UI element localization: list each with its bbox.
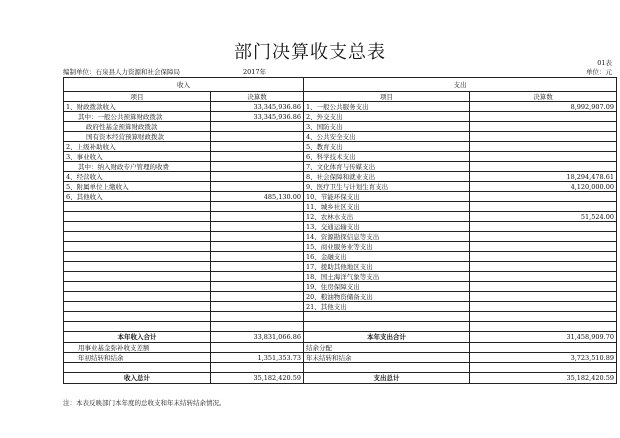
section-header-row — [64, 78, 617, 92]
income-amount-cell — [211, 122, 304, 132]
expense-item-cell: 20、粮油物资储备支出 — [304, 292, 470, 302]
expense-amount-cell — [470, 282, 617, 292]
income-item-cell — [64, 272, 211, 282]
expense-item-cell: 17、援助其他地区支出 — [304, 262, 470, 272]
table-row — [64, 222, 617, 232]
table-row — [64, 292, 617, 302]
table-row — [64, 192, 617, 202]
annual-total-row — [64, 332, 617, 343]
expense-amount-cell — [470, 222, 617, 232]
expense-item-cell: 8、社会保障和就业支出 — [304, 172, 470, 182]
income-amount-cell — [211, 312, 304, 322]
income-amount-cell — [211, 242, 304, 252]
expense-header: 支出 — [304, 78, 617, 92]
income-item-cell — [64, 202, 211, 212]
income-item-cell: 政府性基金预算财政拨款 — [64, 122, 211, 132]
form-number: 01表 — [597, 59, 612, 67]
expense-amount-cell — [470, 192, 617, 202]
expense-amount-cell — [470, 272, 617, 282]
income-amount-cell — [211, 292, 304, 302]
income-item-cell — [64, 282, 211, 292]
income-amount-cell — [211, 302, 304, 312]
report-year: 2017年 — [243, 68, 267, 76]
expense-item-cell: 6、科学技术支出 — [304, 152, 470, 162]
closing-balance-label: 年末结转和结余 — [304, 353, 470, 363]
income-item-cell: 4、经营收入 — [64, 172, 211, 182]
expense-item-cell: 10、节能环保支出 — [304, 192, 470, 202]
income-item-cell — [64, 262, 211, 272]
expense-amount-cell: 8,992,907.09 — [470, 102, 617, 112]
income-amount-cell — [211, 132, 304, 142]
income-total-label: 本年收入合计 — [64, 332, 211, 343]
expense-item-cell: 19、住房保障支出 — [304, 282, 470, 292]
expense-amount-cell: 4,120,000.00 — [470, 182, 617, 192]
expense-amount-cell — [470, 202, 617, 212]
table-row — [64, 272, 617, 282]
expense-item-cell: 4、公共安全支出 — [304, 132, 470, 142]
expense-amount-cell — [470, 142, 617, 152]
expense-amount-cell — [470, 252, 617, 262]
table-row — [64, 102, 617, 112]
income-amount-cell: 33,345,936.86 — [211, 102, 304, 112]
fund-offset-label: 用事业基金弥补收支差额 — [64, 343, 211, 353]
fund-distribution-row — [64, 343, 617, 353]
income-item-cell — [64, 312, 211, 322]
footnote: 注：本表反映部门本年度的总收支和年末结转结余情况。 — [63, 399, 226, 407]
table-row — [64, 252, 617, 262]
income-amount-cell — [211, 262, 304, 272]
income-item-cell: 1、财政拨款收入 — [64, 102, 211, 112]
blank-row — [64, 363, 617, 373]
expense-amount-cell — [470, 312, 617, 322]
currency-unit: 单位：元 — [586, 68, 612, 76]
expense-item-header: 项目 — [304, 92, 470, 102]
expense-item-cell: 13、交通运输支出 — [304, 222, 470, 232]
carryover-row — [64, 353, 617, 363]
income-header: 收入 — [64, 78, 304, 92]
income-item-cell — [64, 212, 211, 222]
income-amount-cell — [211, 162, 304, 172]
expense-item-cell — [304, 312, 470, 322]
expense-item-cell: 12、农林水支出 — [304, 212, 470, 222]
expense-total-value: 31,458,909.70 — [470, 332, 617, 343]
income-item-cell: 2、上级补助收入 — [64, 142, 211, 152]
income-item-cell — [64, 322, 211, 332]
expense-total-label: 本年支出合计 — [304, 332, 470, 343]
income-item-cell — [64, 292, 211, 302]
expense-item-cell: 15、商业服务业等支出 — [304, 242, 470, 252]
table-row — [64, 132, 617, 142]
expense-item-cell: 21、其他支出 — [304, 302, 470, 312]
grand-total-row — [64, 373, 617, 384]
expense-amount-cell — [470, 132, 617, 142]
expense-item-cell: 3、国防支出 — [304, 122, 470, 132]
expense-amount-cell — [470, 122, 617, 132]
table-row — [64, 202, 617, 212]
expense-amount-cell — [470, 292, 617, 302]
income-item-cell — [64, 302, 211, 312]
table-row — [64, 262, 617, 272]
income-grand-total-label: 收入总计 — [64, 373, 211, 384]
table-row — [64, 182, 617, 192]
table-row — [64, 212, 617, 222]
income-amount-cell — [211, 322, 304, 332]
expense-grand-total-label: 支出总计 — [304, 373, 470, 384]
expense-amount-cell — [470, 242, 617, 252]
expense-item-cell: 2、外交支出 — [304, 112, 470, 122]
page-title: 部门决算收支总表 — [234, 42, 386, 63]
table-row — [64, 162, 617, 172]
expense-item-cell: 16、金融支出 — [304, 252, 470, 262]
expense-item-cell: 7、文化体育与传媒支出 — [304, 162, 470, 172]
fund-offset-value — [211, 343, 304, 353]
expense-amount-header: 决算数 — [470, 92, 617, 102]
income-amount-cell — [211, 272, 304, 282]
blank-cell — [64, 363, 211, 373]
income-amount-cell — [211, 222, 304, 232]
income-amount-cell — [211, 182, 304, 192]
table-row — [64, 302, 617, 312]
expense-item-cell: 11、城乡社区支出 — [304, 202, 470, 212]
income-amount-cell — [211, 202, 304, 212]
income-amount-cell — [211, 142, 304, 152]
income-amount-cell — [211, 152, 304, 162]
income-amount-cell: 33,345,936.86 — [211, 112, 304, 122]
income-grand-total-value: 35,182,420.59 — [211, 373, 304, 384]
expense-amount-cell — [470, 112, 617, 122]
expense-amount-cell: 18,294,478.61 — [470, 172, 617, 182]
table-row — [64, 282, 617, 292]
income-amount-cell — [211, 212, 304, 222]
expense-item-cell: 9、医疗卫生与计划生育支出 — [304, 182, 470, 192]
revenue-expenditure-table — [63, 77, 617, 384]
table-row — [64, 232, 617, 242]
expense-item-cell: 14、资源勘探信息等支出 — [304, 232, 470, 242]
expense-amount-cell — [470, 152, 617, 162]
expense-amount-cell — [470, 322, 617, 332]
income-item-cell — [64, 242, 211, 252]
organization-label: 编制单位：石泉县人力资源和社会保障局 — [63, 68, 180, 76]
income-item-cell: 3、事业收入 — [64, 152, 211, 162]
income-amount-cell — [211, 282, 304, 292]
income-amount-header: 决算数 — [211, 92, 304, 102]
column-header-row — [64, 92, 617, 102]
closing-balance-value: 3,723,510.89 — [470, 353, 617, 363]
expense-amount-cell — [470, 162, 617, 172]
blank-cell — [470, 363, 617, 373]
table-row — [64, 322, 617, 332]
expense-item-cell: 18、国土海洋气象等支出 — [304, 272, 470, 282]
report-meta — [0, 67, 620, 76]
table-row — [64, 112, 617, 122]
opening-balance-value: 1,351,353.73 — [211, 353, 304, 363]
surplus-distribution-value — [470, 343, 617, 353]
income-item-cell: 其中：纳入财政专户管理的收费 — [64, 162, 211, 172]
table-row — [64, 172, 617, 182]
table-row — [64, 242, 617, 252]
opening-balance-label: 年初结转和结余 — [64, 353, 211, 363]
expense-item-cell: 1、一般公共服务支出 — [304, 102, 470, 112]
income-amount-cell — [211, 172, 304, 182]
income-item-cell: 5、附属单位上缴收入 — [64, 182, 211, 192]
table-row — [64, 312, 617, 322]
income-amount-cell: 485,130.00 — [211, 192, 304, 202]
expense-grand-total-value: 35,182,420.59 — [470, 373, 617, 384]
income-item-cell: 6、其他收入 — [64, 192, 211, 202]
expense-amount-cell — [470, 232, 617, 242]
income-item-cell — [64, 222, 211, 232]
income-item-cell — [64, 252, 211, 262]
income-item-header: 项目 — [64, 92, 211, 102]
income-amount-cell — [211, 232, 304, 242]
income-item-cell — [64, 232, 211, 242]
table-row — [64, 122, 617, 132]
income-item-cell: 国有资本经营预算财政拨款 — [64, 132, 211, 142]
surplus-distribution-label: 结余分配 — [304, 343, 470, 353]
income-amount-cell — [211, 252, 304, 262]
income-item-cell: 其中：一般公共预算财政拨款 — [64, 112, 211, 122]
blank-cell — [304, 363, 470, 373]
expense-amount-cell — [470, 262, 617, 272]
table-row — [64, 152, 617, 162]
income-total-value: 33,831,066.86 — [211, 332, 304, 343]
table-row — [64, 142, 617, 152]
expense-amount-cell: 51,524.00 — [470, 212, 617, 222]
expense-item-cell: 5、教育支出 — [304, 142, 470, 152]
expense-item-cell — [304, 322, 470, 332]
expense-amount-cell — [470, 302, 617, 312]
blank-cell — [211, 363, 304, 373]
